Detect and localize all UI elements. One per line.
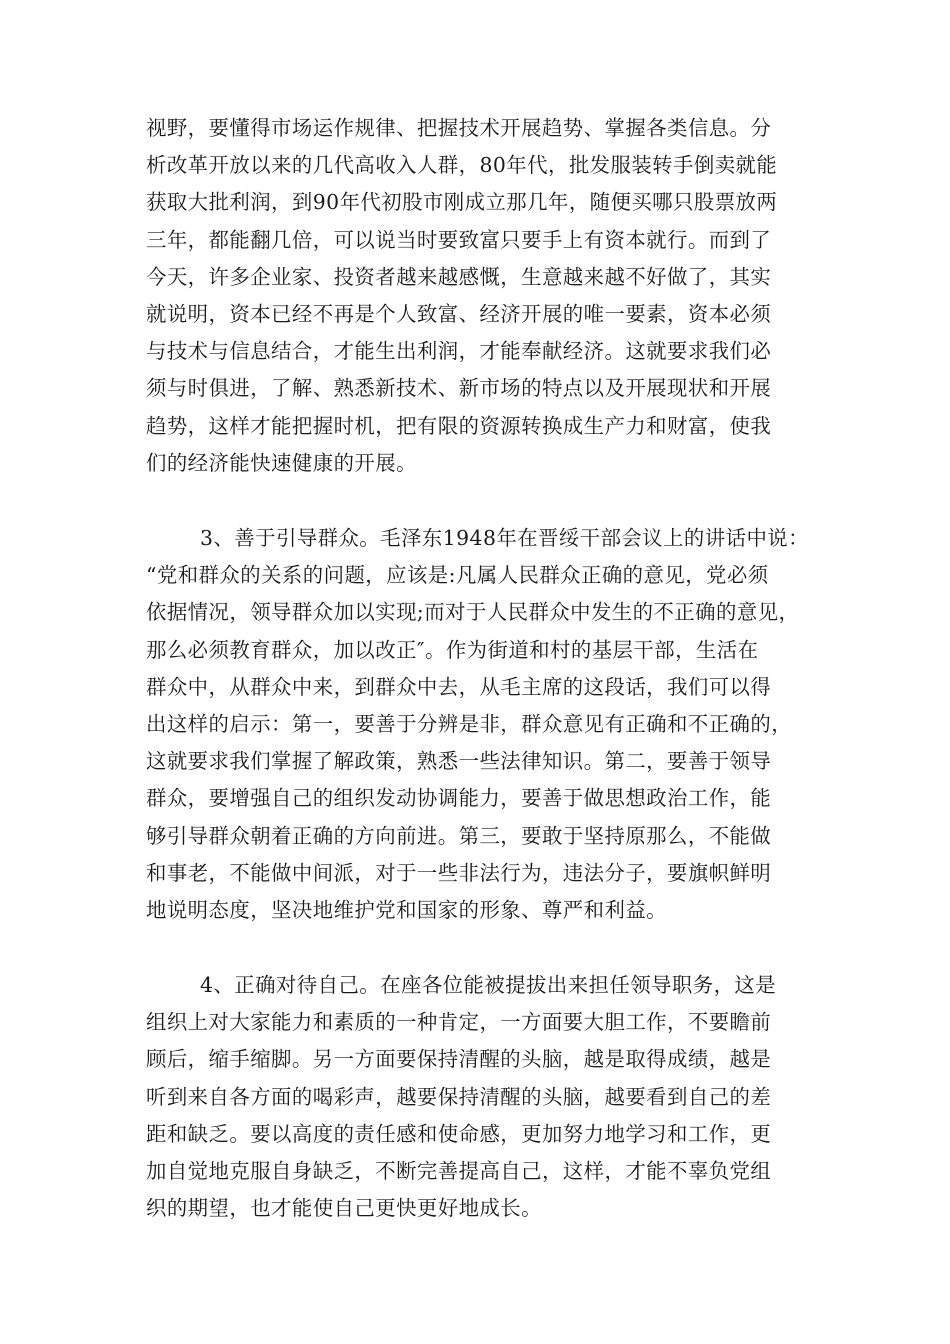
text-line: 出这样的启示：第一，要善于分辨是非，群众意见有正确和不正确的， <box>146 711 793 736</box>
text-line: 视野，要懂得市场运作规律、把握技术开展趋势、掌握各类信息。分 <box>146 116 772 140</box>
text-line: 听到来自各方面的喝彩声，越要保持清醒的头脑，越要看到自己的差 <box>146 1084 772 1109</box>
paragraph-continuation <box>146 110 806 482</box>
text-line: 须与时俱进，了解、熟悉新技术、新市场的特点以及开展现状和开展 <box>146 376 772 401</box>
text-line: 今天，许多企业家、投资者越来越感慨，生意越来越不好做了，其实 <box>146 264 772 289</box>
text-line: 与技术与信息结合，才能生出利润，才能奉献经济。这就要求我们必 <box>146 339 772 364</box>
text-line: 依据情况，领导群众加以实现;而对于人民群众中发生的不正确的意见， <box>146 600 800 625</box>
text-line: 获取大批利润，到90年代初股市刚成立那几年，随便买哪只股票放两 <box>146 190 778 215</box>
text-line: 析改革开放以来的几代高收入人群，80年代，批发服装转手倒卖就能 <box>146 153 778 178</box>
text-line: 那么必须教育群众，加以改正″。作为街道和村的基层干部，生活在 <box>146 637 759 662</box>
text-line: 群众，要增强自己的组织发动协调能力，要善于做思想政治工作，能 <box>146 786 772 811</box>
paragraph-first-line: 3、善于引导群众。毛泽东1948年在晋绥干部会议上的讲话中说： <box>200 526 809 550</box>
paragraph-first-line: 4、正确对待自己。在座各位能被提拔出来担任领导职务，这是 <box>200 973 777 997</box>
text-line: 们的经济能快速健康的开展。 <box>146 450 417 475</box>
text-line: 这就要求我们掌握了解政策，熟悉一些法律知识。第二，要善于领导 <box>146 749 772 774</box>
text-line: 趋势，这样才能把握时机，把有限的资源转换成生产力和财富，使我 <box>146 413 772 438</box>
text-line: 距和缺乏。要以高度的责任感和使命感，更加努力地学习和工作，更 <box>146 1121 772 1146</box>
text-line: 和事老，不能做中间派，对于一些非法行为，违法分子，要旗帜鲜明 <box>146 860 772 885</box>
paragraph-guide-masses <box>146 520 809 929</box>
text-line: 够引导群众朝着正确的方向前进。第三，要敢于坚持原那么，不能做 <box>146 823 772 848</box>
text-line: 组织上对大家能力和素质的一种肯定，一方面要大胆工作，不要瞻前 <box>146 1010 772 1035</box>
text-line: 群众中，从群众中来，到群众中去，从毛主席的这段话，我们可以得 <box>146 674 772 699</box>
text-line: 加自觉地克服自身缺乏，不断完善提高自己，这样，才能不辜负党组 <box>146 1158 772 1183</box>
text-line: 地说明态度，坚决地维护党和国家的形象、尊严和利益。 <box>146 897 668 922</box>
text-line: 三年，都能翻几倍，可以说当时要致富只要手上有资本就行。而到了 <box>146 227 772 252</box>
text-line: 织的期望，也才能使自己更快更好地成长。 <box>146 1196 542 1221</box>
paragraph-treat-self <box>146 967 806 1227</box>
text-line: “党和群众的关系的问题，应该是:凡属人民群众正确的意见，党必须 <box>146 563 769 588</box>
text-line: 顾后，缩手缩脚。另一方面要保持清醒的头脑，越是取得成绩，越是 <box>146 1047 772 1072</box>
text-line: 就说明，资本已经不再是个人致富、经济开展的唯一要素，资本必须 <box>146 301 772 326</box>
